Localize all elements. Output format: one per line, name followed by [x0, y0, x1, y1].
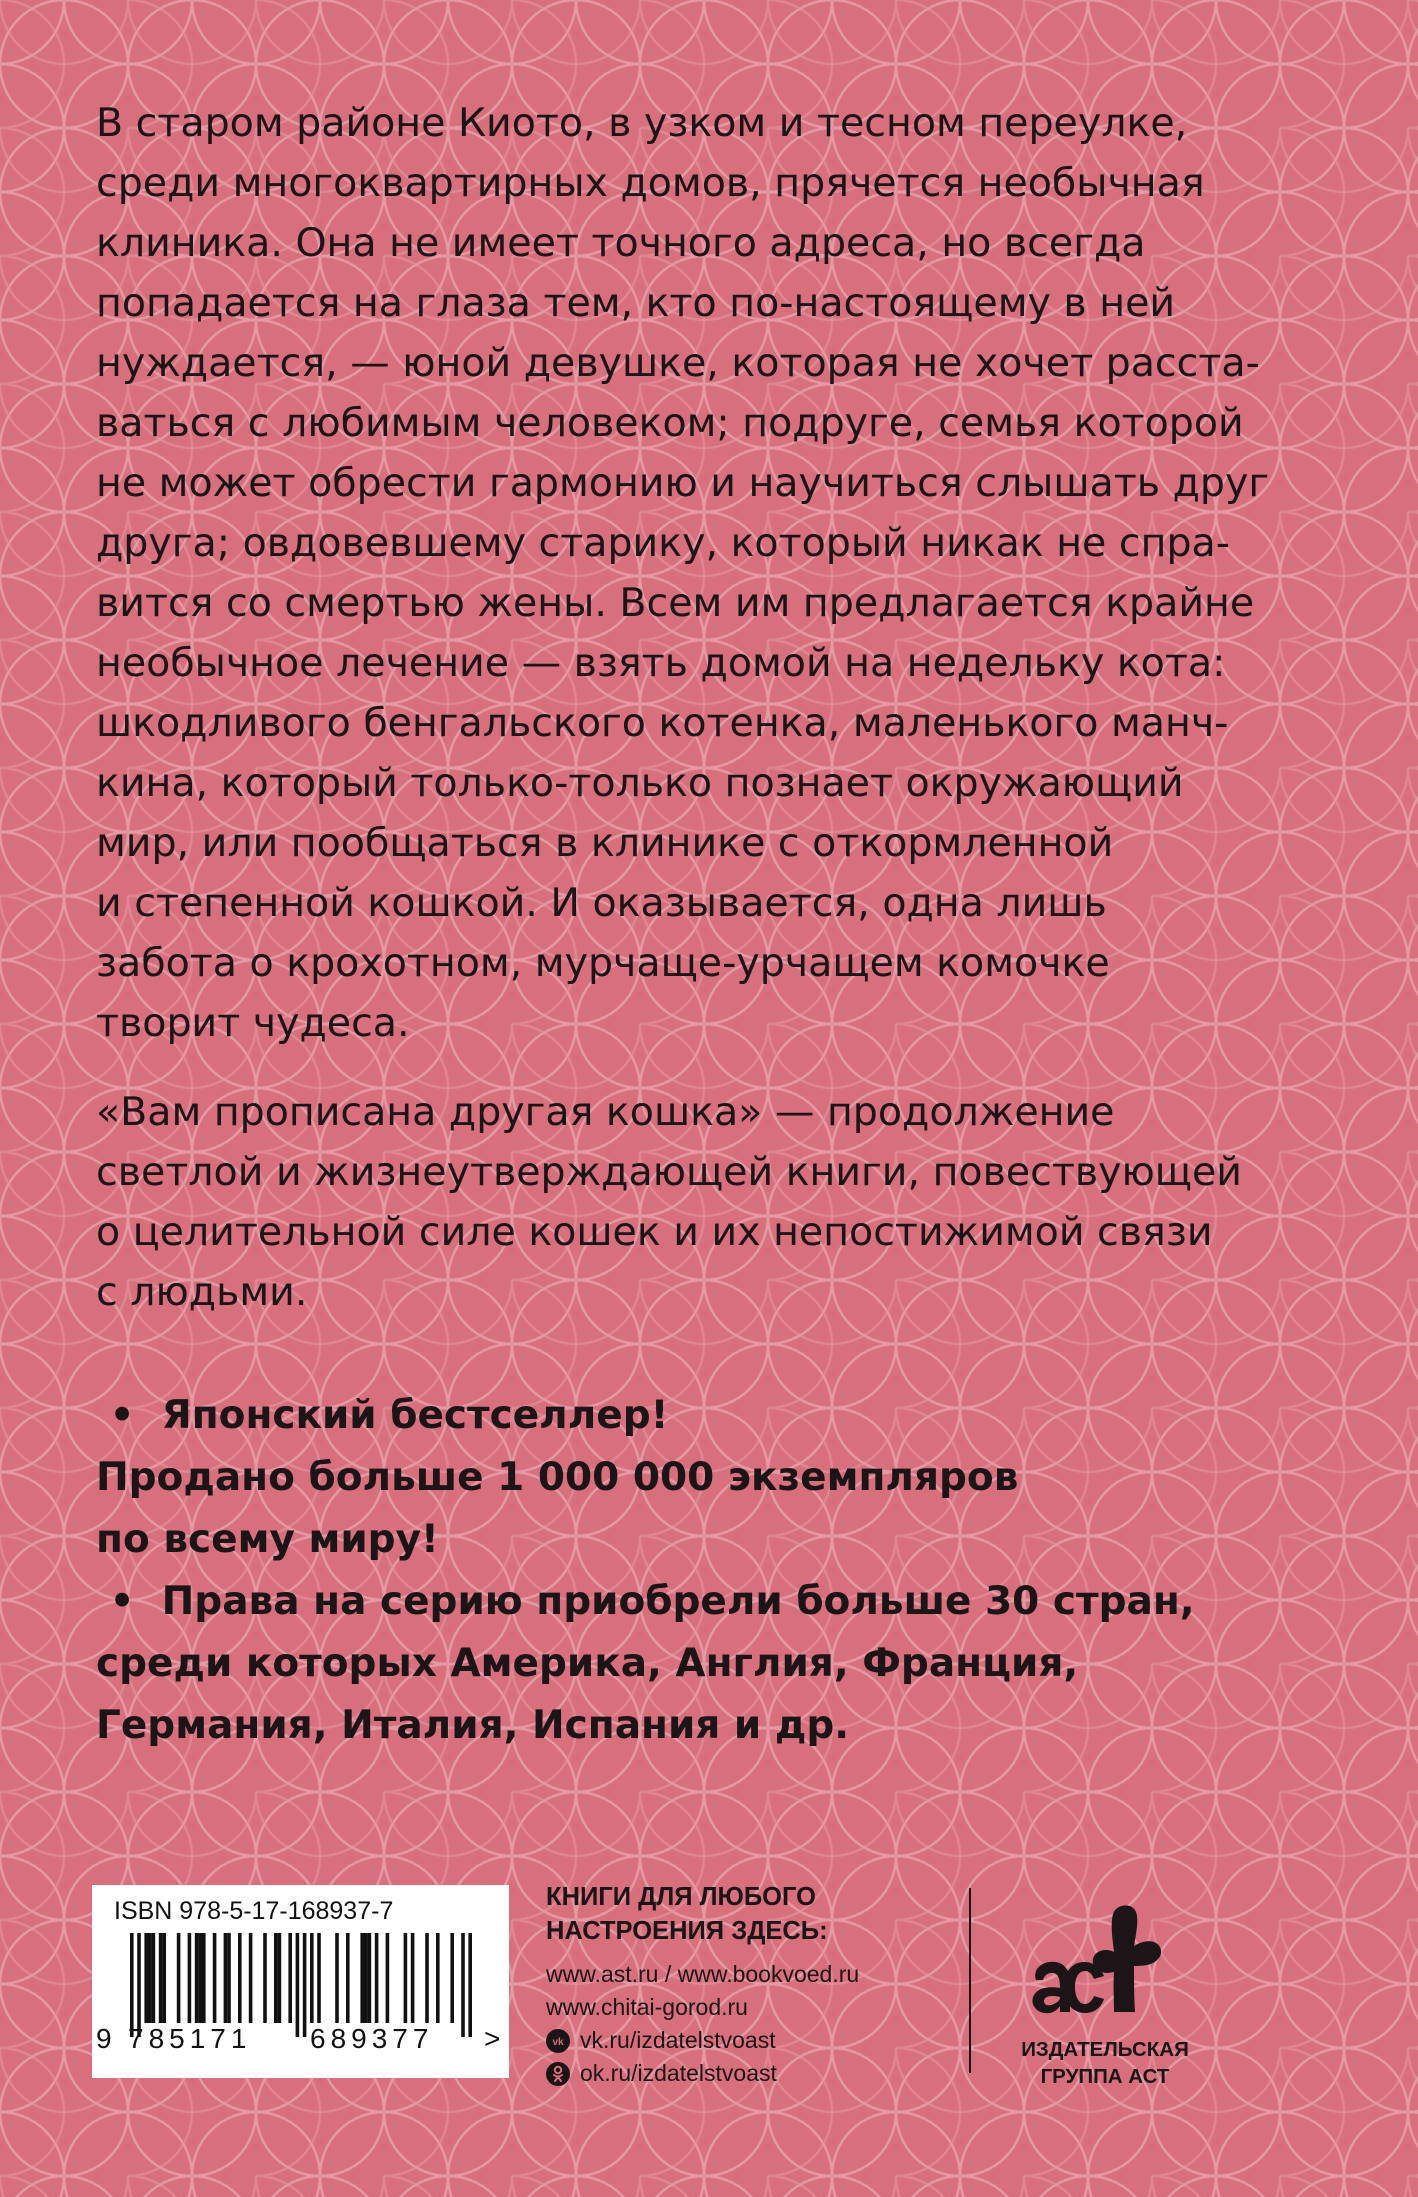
barcode-bar — [364, 1933, 368, 2023]
link-chitai-gorod[interactable]: www.chitai-gorod.ru — [546, 1994, 748, 2020]
text-line: ваться с любимым человеком; подруге, семья которой — [96, 400, 1244, 446]
barcode-bar — [238, 1933, 242, 2023]
barcode-bar — [274, 1933, 278, 2023]
barcode-bar — [249, 1933, 253, 2023]
ean-first-digit: 9 — [96, 2023, 112, 2054]
ean-group-left: 785171 — [128, 2023, 252, 2054]
divider — [969, 1888, 971, 2073]
text-line: «Вам прописана другая кошка» — продолжение — [96, 1089, 1115, 1135]
barcode-bar — [137, 1933, 141, 2037]
text-line: необычное лечение — взять домой на недельку кота: — [96, 640, 1226, 686]
barcode-bar — [148, 1933, 152, 2023]
highlight-item — [96, 1571, 1346, 1633]
text-line: забота о крохотном, мурчаще-урчащем комочке — [96, 940, 1110, 986]
barcode-bar — [224, 1933, 228, 2023]
link-sites[interactable]: www.ast.ru / www.bookvoed.ru — [546, 1961, 860, 1987]
barcode-bar — [468, 1933, 472, 2037]
barcode-bar — [346, 1933, 350, 2023]
barcode-bar — [335, 1933, 339, 2023]
text-line: с людьми. — [96, 1269, 308, 1315]
barcode-bar — [288, 1933, 292, 2023]
barcode-bar — [202, 1933, 206, 2023]
text-line: друга; овдовевшему старику, который никак не спра- — [96, 520, 1230, 566]
publisher-caption-line: ГРУППА АСТ — [1040, 2065, 1170, 2088]
barcode-bar — [461, 1933, 465, 2037]
text-line: мир, или пообщаться в клинике с откормленной — [96, 820, 1114, 866]
barcode-bar — [177, 1933, 181, 2023]
publisher-caption-line: ИЗДАТЕЛЬСКАЯ — [1021, 2038, 1189, 2061]
text-line: и степенной кошкой. И оказывается, одна лишь — [96, 880, 1107, 926]
vk-link-text: vk.ru/izdatelstvoast — [580, 2027, 776, 2053]
ean-quiet-zone-mark: > — [484, 2023, 501, 2054]
highlight-text: среди которых Америка, Англия, Франция, — [96, 1641, 1079, 1686]
barcode-bar — [404, 1933, 408, 2023]
highlight-item — [96, 1385, 1346, 1447]
ok-link-text: ok.ru/izdatelstvoast — [580, 2060, 777, 2086]
barcode-bar — [360, 1933, 364, 2023]
ean-group-right: 689377 — [310, 2023, 434, 2054]
bullet-icon: • — [109, 1579, 135, 1624]
text-line: творит чудеса. — [96, 1000, 410, 1046]
links-heading — [546, 1880, 946, 1948]
store-links — [546, 1880, 946, 2090]
barcode-bar — [317, 1933, 321, 2023]
barcode-bar — [188, 1933, 192, 2023]
text-line: о целительной силе кошек и их непостижимой связи — [96, 1209, 1213, 1255]
link-vk[interactable] — [546, 2024, 946, 2057]
text-line: среди многоквартирных домов, прячется необычная — [96, 160, 1205, 206]
text-line: кина, который только-только познает окружающий — [96, 760, 1184, 806]
barcode-bar — [159, 1933, 163, 2023]
barcode-bar — [162, 1933, 166, 2023]
barcode-bar — [130, 1933, 134, 2037]
barcode-bar — [450, 1933, 454, 2023]
text-line: шкодливого бенгальского котенка, маленького манч- — [96, 700, 1229, 746]
barcode-bar — [278, 1933, 282, 2023]
barcode-bar — [144, 1933, 148, 2023]
barcode-bar — [263, 1933, 267, 2023]
odnoklassniki-icon — [546, 2062, 570, 2086]
barcode-bar — [213, 1933, 217, 2023]
text-line: светлой и жизнеутверждающей книги, повествующей — [96, 1149, 1242, 1195]
barcode-bar — [227, 1933, 231, 2023]
highlight-text: Права на серию приобрели больше 30 стран, — [161, 1579, 1195, 1624]
barcode-bar — [152, 1933, 156, 2023]
description-paragraph — [96, 93, 1346, 1053]
text-line: В старом районе Киото, в узком и тесном переулке, — [96, 100, 1188, 146]
isbn-label: ISBN 978-5-17-168937-7 — [114, 1897, 394, 1925]
barcode-bar — [375, 1933, 379, 2023]
barcode-bar — [303, 1933, 307, 2037]
isbn-barcode-block — [92, 1885, 509, 2078]
text-line: клиника. Она не имеет точного адреса, но всегда — [96, 220, 1146, 266]
barcode-bar — [195, 1933, 199, 2023]
barcode-bar — [425, 1933, 429, 2023]
barcode-bar — [411, 1933, 415, 2023]
svg-text:vk: vk — [552, 2036, 564, 2048]
vk-icon — [546, 2029, 570, 2053]
barcode-bar — [296, 1933, 300, 2037]
ast-logo — [1010, 1880, 1210, 2030]
highlight-text: по всему миру! — [96, 1517, 439, 1562]
highlights-list — [96, 1385, 1346, 1757]
publisher-caption — [995, 2036, 1215, 2090]
barcode-bar — [386, 1933, 390, 2023]
barcode-bar — [310, 1933, 314, 2023]
highlight-text: Германия, Италия, Испания и др. — [96, 1703, 850, 1748]
links-heading-line: НАСТРОЕНИЯ ЗДЕСЬ: — [546, 1917, 828, 1945]
highlight-text: Японский бестселлер! — [161, 1393, 669, 1438]
barcode-bar — [198, 1933, 202, 2023]
barcode-bar — [436, 1933, 440, 2023]
text-line: вится со смертью жены. Всем им предлагается крайне — [96, 580, 1255, 626]
text-line: нуждается, — юной девушке, которая не хочет расста- — [96, 340, 1260, 386]
highlight-text: Продано больше 1 000 000 экземпляров — [96, 1455, 1019, 1500]
links-heading-line: КНИГИ ДЛЯ ЛЮБОГО — [546, 1883, 816, 1911]
link-ok[interactable] — [546, 2057, 946, 2090]
bullet-icon: • — [109, 1393, 135, 1438]
text-line: попадается на глаза тем, кто по-настоящему в ней — [96, 280, 1176, 326]
barcode-bar — [368, 1933, 372, 2023]
blurb-paragraph — [96, 1082, 1346, 1322]
text-line: не может обрести гармонию и научиться слышать друг — [96, 460, 1270, 506]
